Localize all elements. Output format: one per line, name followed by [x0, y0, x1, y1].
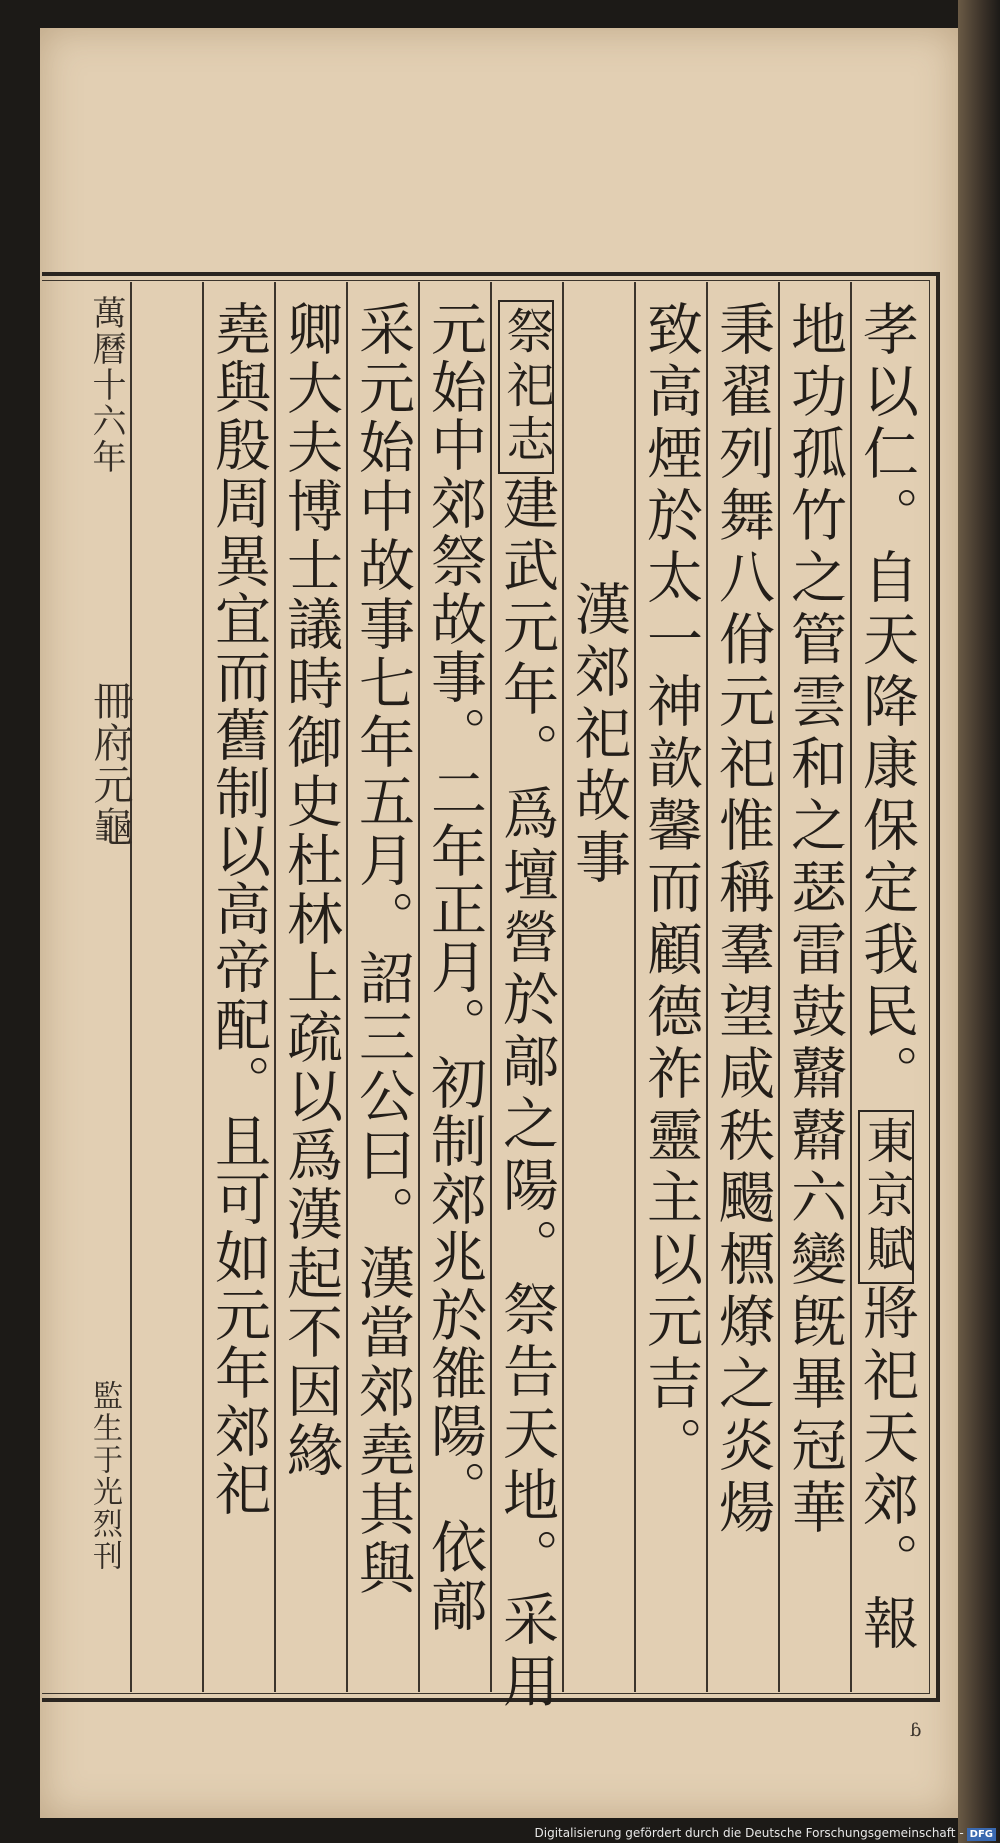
text-column-3: 秉翟列舞八佾元祀惟稱羣望咸秩颺槱燎之炎煬	[710, 300, 775, 1540]
margin-printer: 監生于光烈刊	[87, 1380, 122, 1572]
text-column-6	[494, 300, 559, 1714]
text-column-4: 致高煙於太一神歆馨而顧德祚靈主以元吉。	[638, 300, 703, 1478]
page-mark: ɓ	[910, 1720, 922, 1741]
margin-date: 萬曆十六年	[86, 295, 126, 475]
text-column-7: 元始中郊祭故事。二年正月。初制郊兆於雒陽。依鄗	[422, 300, 487, 1634]
section-heading: 漢郊祀故事	[566, 580, 631, 890]
text-column-1: 孝以仁。自天降康保定我民。	[854, 300, 919, 1106]
column-rule	[562, 282, 564, 1692]
margin-title: 冊府元龜	[87, 680, 133, 848]
footer-text: Digitalisierung gefördert durch die Deutsche Forschungsgemeinschaft -	[534, 1826, 964, 1840]
dfg-logo: DFG	[967, 1828, 996, 1841]
book-spine	[958, 0, 1000, 1843]
dongjing-fu-section	[854, 1110, 919, 1656]
column-rule	[418, 282, 420, 1692]
text-column-8: 采元始中故事七年五月。詔三公曰。漢當郊堯其與	[350, 300, 415, 1598]
column-rule	[706, 282, 708, 1692]
text-column-9: 卿大夫博士議時御史杜林上疏以爲漢起不因緣	[278, 300, 343, 1480]
text-column-10: 堯與殷周異宜而舊制以高帝配。且可如元年郊祀	[206, 300, 271, 1518]
text-column-6-body: 建武元年。爲壇營於鄗之陽。祭告天地。采用	[494, 474, 559, 1714]
column-rule	[202, 282, 204, 1692]
column-rule	[634, 282, 636, 1692]
dongjing-fu-label: 東京賦	[858, 1110, 914, 1284]
footer-credit	[535, 1826, 997, 1841]
column-rule	[490, 282, 492, 1692]
text-column-2: 地功孤竹之管雲和之瑟雷鼓鼘鼘六變旣畢冠華	[782, 300, 847, 1540]
jisi-zhi-label: 祭祀志	[498, 300, 554, 474]
column-rule	[850, 282, 852, 1692]
col1-after-box: 將祀天郊。報	[854, 1284, 919, 1656]
column-rule	[778, 282, 780, 1692]
column-rule	[274, 282, 276, 1692]
column-rule	[130, 282, 132, 1692]
column-rule	[346, 282, 348, 1692]
